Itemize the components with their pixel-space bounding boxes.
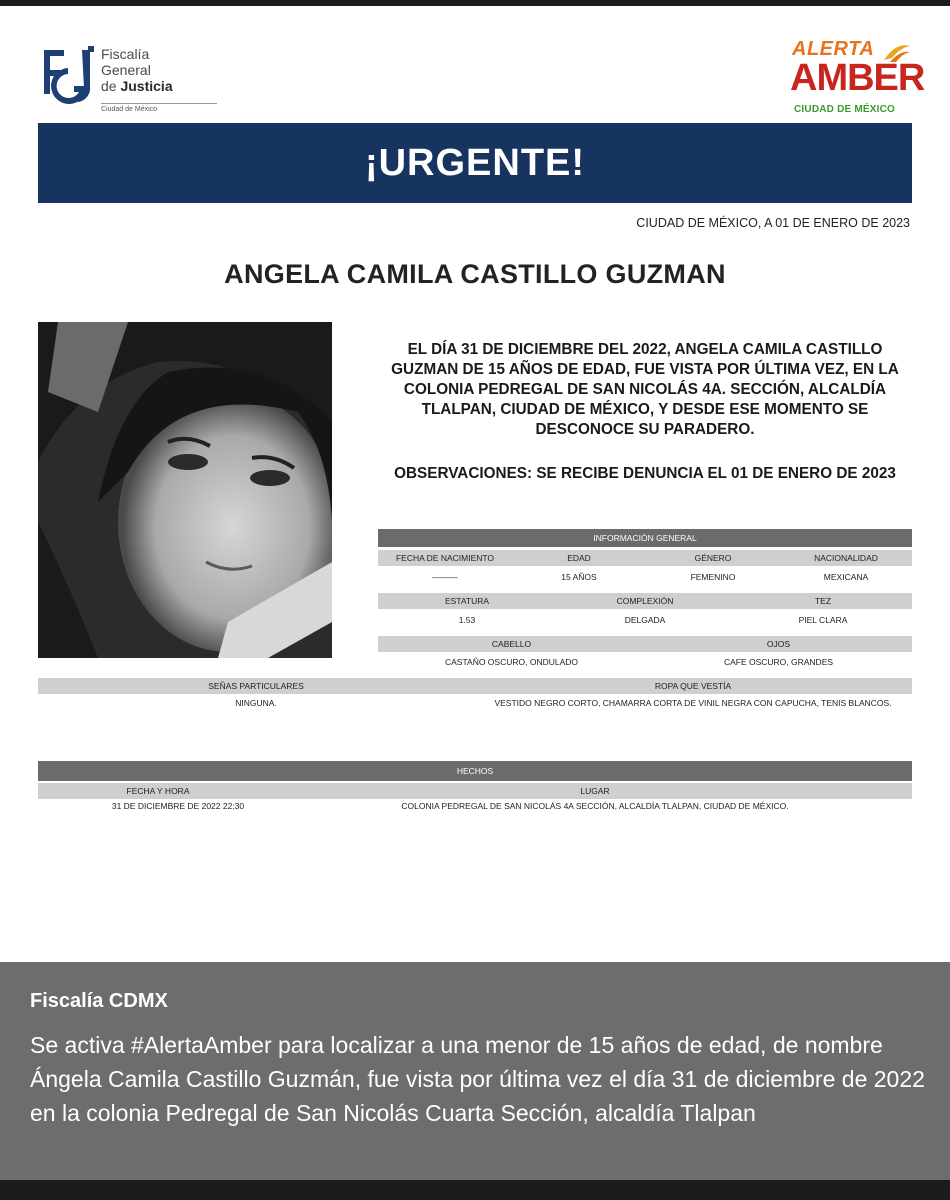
amber-line-2: AMBER: [790, 57, 925, 99]
value-clothes: VESTIDO NEGRO CORTO, CHAMARRA CORTA DE VINIL NEGRA CON CAPUCHA, TENIS BLANCOS.: [494, 698, 892, 708]
amber-line-1: ALERTA: [792, 38, 875, 60]
value-datetime: 31 DE DICIEMBRE DE 2022 22:30: [111, 801, 245, 811]
header-marks: SEÑAS PARTICULARES: [208, 681, 304, 691]
header-gender: GÉNERO: [694, 553, 732, 563]
info-row4-headers: [38, 678, 912, 694]
fgj-subtitle: Ciudad de México: [101, 106, 158, 113]
value-hair: CASTAÑO OSCURO, ONDULADO: [444, 657, 579, 667]
info-row2-headers: [378, 593, 912, 609]
header-skin: TEZ: [814, 596, 832, 606]
fgj-divider: [101, 103, 217, 104]
info-row3-headers: [378, 636, 912, 652]
fgj-line-1: Fiscalía: [101, 46, 150, 62]
facts-values: [38, 801, 912, 815]
facts-title-bar: HECHOS: [38, 761, 912, 781]
fgj-logo: [38, 42, 188, 122]
info-row1-values: [378, 572, 912, 586]
header-clothes: ROPA QUE VESTÍA: [654, 681, 732, 691]
value-eyes: CAFE OSCURO, GRANDES: [723, 657, 834, 667]
header-eyes: OJOS: [766, 639, 791, 649]
info-row4-values: [38, 698, 912, 726]
header-age: EDAD: [567, 553, 591, 563]
person-name: ANGELA CAMILA CASTILLO GUZMAN: [224, 259, 726, 289]
header-datetime: FECHA Y HORA: [126, 786, 190, 796]
header-height: ESTATURA: [444, 596, 490, 606]
value-build: DELGADA: [624, 615, 666, 625]
alerta-amber-logo: [788, 36, 925, 122]
info-row2-values: [378, 615, 912, 629]
value-nationality: MEXICANA: [823, 572, 869, 582]
info-row1-headers: [378, 550, 912, 566]
post-caption: [0, 962, 950, 1180]
value-age: 15 AÑOS: [561, 572, 597, 582]
info-row3-values: [378, 657, 912, 671]
header-hair: CABELLO: [491, 639, 532, 649]
header-build: COMPLEXIÓN: [616, 596, 674, 606]
value-height: 1.53: [458, 615, 476, 625]
value-place: COLONIA PEDREGAL DE SAN NICOLÁS 4A SECCIÓN, ALCALDÍA TLALPAN, CIUDAD DE MÉXICO.: [401, 801, 789, 811]
fgj-wordmark: [101, 46, 173, 94]
fgj-emblem-icon: [38, 46, 98, 114]
header-birthdate: FECHA DE NACIMIENTO: [395, 553, 495, 563]
narrative-text: EL DÍA 31 DE DICIEMBRE DEL 2022, ANGELA CAMILA CASTILLO GUZMAN DE 15 AÑOS DE EDAD, FUE VISTA POR ÚLTIMA VEZ, EN LA COLONIA PEDREGAL DE SAN NICOLÁS 4A. SECCIÓN, ALCALDÍA TLALPAN, CIUDAD DE MÉXICO, Y DESDE ESE MOMENTO SE DESCONOCE SU PARADERO.: [391, 341, 899, 438]
date-line: CIUDAD DE MÉXICO, A 01 DE ENERO DE 2023: [636, 216, 910, 230]
header-place: LUGAR: [580, 786, 610, 796]
fgj-line-3: de Justicia: [101, 78, 173, 94]
amber-line-3: CIUDAD DE MÉXICO: [794, 104, 895, 115]
observations-text: OBSERVACIONES: SE RECIBE DENUNCIA EL 01 DE ENERO DE 2023: [394, 465, 896, 482]
missing-person-photo: [38, 322, 332, 658]
caption-text: Se activa #AlertaAmber para localizar a una menor de 15 años de edad, de nombre Ángela Camila Castillo Guzmán, fue vista por última vez el día 31 de diciembre de 2022 en la colonia Pedregal de San Nicolás Cuarta Sección, alcaldía Tlalpan: [30, 1032, 925, 1126]
value-birthdate: ———: [432, 572, 458, 582]
value-gender: FEMENINO: [690, 572, 736, 582]
urgent-banner: ¡URGENTE!: [38, 123, 912, 203]
caption-author[interactable]: Fiscalía CDMX: [30, 990, 168, 1012]
value-skin: PIEL CLARA: [798, 615, 848, 625]
alert-poster: [0, 6, 950, 962]
fgj-line-2: General: [101, 62, 151, 78]
value-marks: NINGUNA.: [235, 698, 277, 708]
info-title-bar: INFORMACIÓN GENERAL: [378, 529, 912, 547]
header-nationality: NACIONALIDAD: [814, 553, 878, 563]
portrait-image: [38, 322, 332, 658]
facts-headers: [38, 783, 912, 799]
